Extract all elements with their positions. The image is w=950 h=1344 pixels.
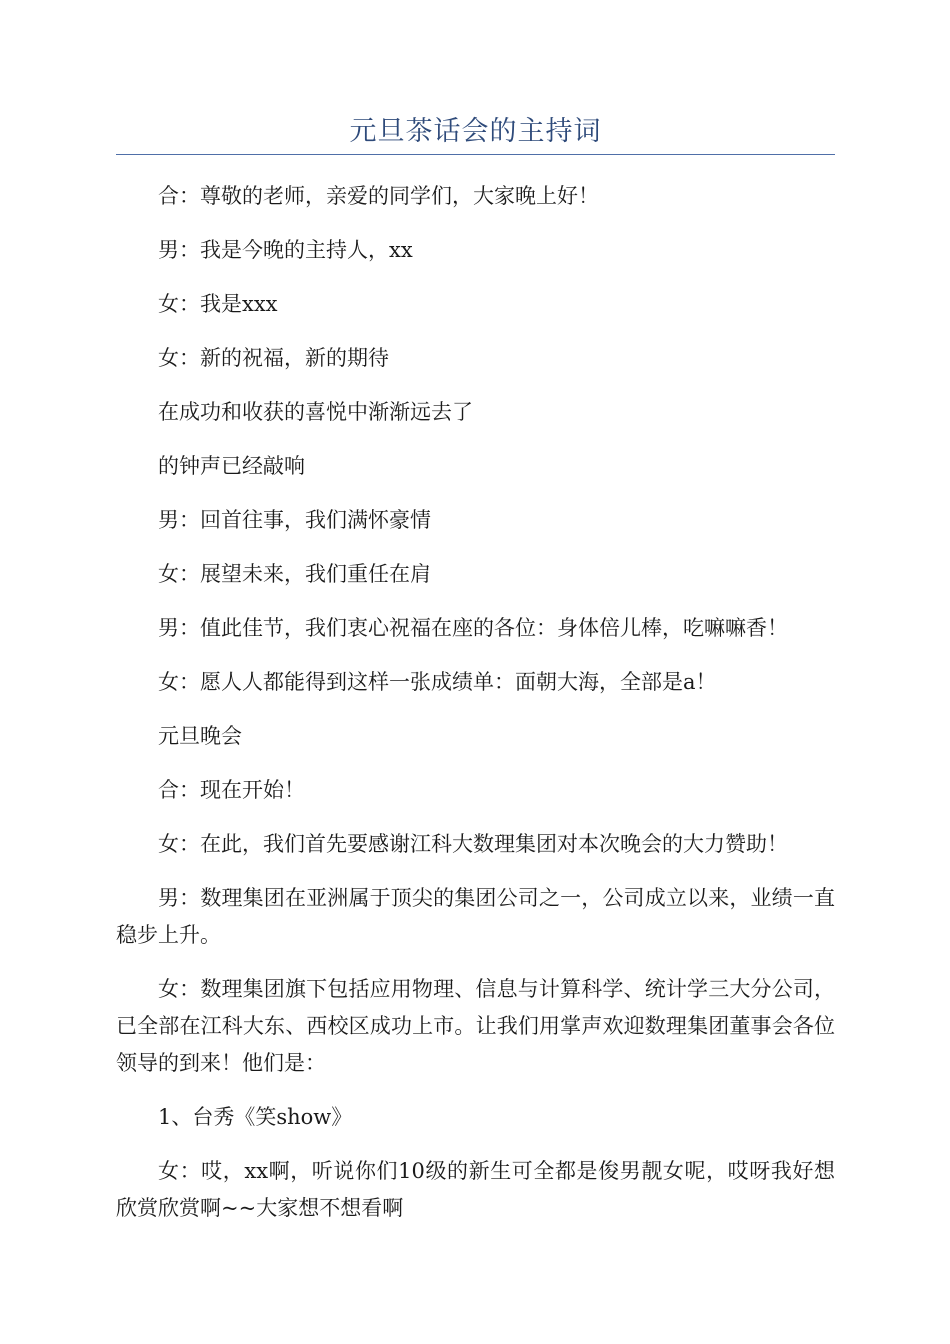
- paragraph: 男：值此佳节，我们衷心祝福在座的各位：身体倍儿棒，吃嘛嘛香！: [158, 616, 788, 640]
- paragraph: 女：新的祝福，新的期待: [158, 346, 389, 370]
- paragraph: 女：数理集团旗下包括应用物理、信息与计算科学、统计学三大分公司，已全部在江科大东、西校区成功上市。让我们用掌声欢迎数理集团董事会各位领导的到来！他们是：: [116, 977, 835, 1075]
- paragraph: 在成功和收获的喜悦中渐渐远去了: [158, 400, 473, 424]
- paragraph: 合：尊敬的老师，亲爱的同学们，大家晚上好！: [158, 184, 599, 208]
- document-body: [116, 178, 835, 1244]
- paragraph: 男：我是今晚的主持人，xx: [158, 238, 413, 262]
- paragraph: 元旦晚会: [158, 724, 242, 748]
- paragraph: 1、台秀《笑show》: [158, 1105, 353, 1129]
- paragraph: 女：在此，我们首先要感谢江科大数理集团对本次晚会的大力赞助！: [158, 832, 788, 856]
- paragraph: 女：我是xxx: [158, 292, 278, 316]
- page-title: 元旦茶话会的主持词: [349, 116, 602, 147]
- paragraph: 女：展望未来，我们重任在肩: [158, 562, 431, 586]
- paragraph: 男：数理集团在亚洲属于顶尖的集团公司之一，公司成立以来，业绩一直稳步上升。: [116, 886, 835, 947]
- paragraph: 男：回首往事，我们满怀豪情: [158, 508, 431, 532]
- paragraph: 的钟声已经敲响: [158, 454, 305, 478]
- paragraph: 合：现在开始！: [158, 778, 305, 802]
- paragraph: 女：愿人人都能得到这样一张成绩单：面朝大海，全部是a！: [158, 670, 717, 694]
- paragraph: 女：哎，xx啊，听说你们10级的新生可全都是俊男靓女呢，哎呀我好想欣赏欣赏啊~~大家想不想看啊: [116, 1159, 835, 1220]
- title-underline: [116, 154, 835, 155]
